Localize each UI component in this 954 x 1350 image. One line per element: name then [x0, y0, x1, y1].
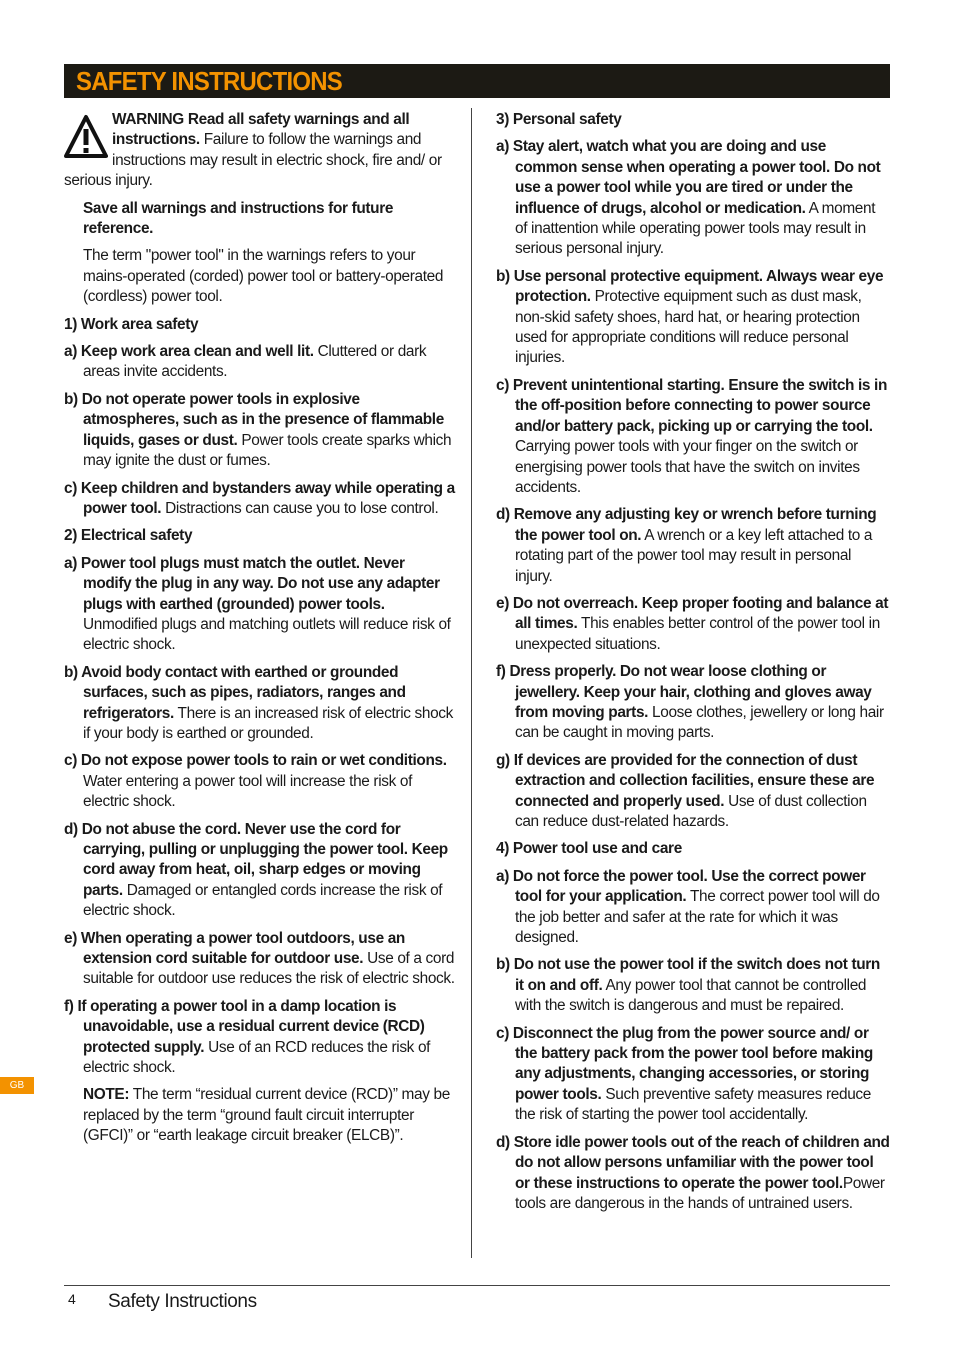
section-work-area-safety: 1) Work area safety [64, 315, 199, 333]
list-item: a) Stay alert, watch what you are doing and use common sense when operating a power tool. Do not use a power tool while you are tired or under the influence of drugs, alcohol or medication. A moment of inattention while operating power tools may result in serious personal injury. [496, 138, 881, 258]
section-personal-safety: 3) Personal safety [496, 111, 622, 128]
list-item: f) Dress properly. Do not wear loose clothing or jewellery. Keep your hair, clothing and gloves away from moving parts. Loose clothes, jewellery or long hair can be caught in moving parts. [496, 663, 884, 742]
list-item: d) Do not abuse the cord. Never use the cord for carrying, pulling or unplugging the power tool. Keep cord away from heat, oil, sharp edges or moving parts. Damaged or entangled cords increase the risk of electric shock. [64, 820, 448, 920]
list-item: a) Do not force the power tool. Use the correct power tool for your application. The correct power tool will do the job better and safer at the rate for which it was designed. [496, 867, 880, 947]
list-item: c) Disconnect the plug from the power source and/ or the battery pack from the power tool before making any adjustments, changing accessories, or storing power tools. Such preventive safety measures reduce the risk of starting the power tool accidentally. [496, 1024, 873, 1124]
section-power-tool-use: 4) Power tool use and care [496, 840, 682, 858]
list-item: c) Prevent unintentional starting. Ensure the switch is in the off-position before connecting to power source and/or battery pack, picking up or carrying the tool. Carrying power tools with your finger on the switch or energising power tools that have the switch on invites accidents. [496, 376, 888, 496]
header-bar [64, 64, 890, 98]
list-item: c) Keep children and bystanders away while operating a power tool. Distractions can cause you to lose control. [64, 479, 455, 517]
column-divider [471, 108, 472, 1258]
footer-divider [64, 1285, 890, 1286]
warning-text: Failure to follow the warnings and instructions may result in electric shock, fire and/ or serious injury. [64, 131, 442, 190]
footer-title: Safety Instructions [108, 1291, 257, 1312]
list-item: c) Do not expose power tools to rain or wet conditions. Water entering a power tool will increase the risk of electric shock. [64, 752, 447, 811]
list-item: e) Do not overreach. Keep proper footing and balance at all times. This enables better control of the power tool in unexpected situations. [496, 594, 889, 653]
page-title: SAFETY INSTRUCTIONS [76, 66, 342, 96]
left-column [64, 110, 456, 1154]
list-item: d) Store idle power tools out of the reach of children and do not allow persons unfamiliar with the power tool or these instructions to operate the power tool.Power tools are dangerous in the hands of untrained users. [496, 1133, 890, 1212]
list-item: g) If devices are provided for the connection of dust extraction and collection facilities, ensure these are connected and properly used. Use of dust collection can reduce dust-related hazards. [496, 751, 875, 830]
rcd-note: NOTE: The term “residual current device (RCD)” may be replaced by the term “ground fault circuit interrupter (GFCI)” or “earth leakage circuit breaker (ELCB)”. [83, 1086, 450, 1145]
language-tab: GB [0, 1077, 34, 1094]
page-number: 4 [68, 1291, 76, 1307]
warning-bold-text: WARNING Read all safety warnings and all instructions. [112, 111, 410, 149]
warning-triangle-icon [64, 114, 108, 160]
list-item: b) Use personal protective equipment. Always wear eye protection. Protective equipment such as dust mask, non-skid safety shoes, hard hat, or hearing protection used for appropriate conditions will reduce personal injuries. [496, 267, 884, 367]
list-item: a) Power tool plugs must match the outlet. Never modify the plug in any way. Do not use any adapter plugs with earthed (grounded) power tools. Unmodified plugs and matching outlets will reduce risk of electric shock. [64, 554, 451, 654]
warning-block [64, 110, 456, 192]
list-item: a) Keep work area clean and well lit. Cluttered or dark areas invite accidents. [64, 343, 427, 381]
list-item: b) Avoid body contact with earthed or grounded surfaces, such as pipes, radiators, ranges and refrigerators. There is an increased risk of electric shock if your body is earthed or grounded. [64, 663, 453, 742]
list-item: b) Do not operate power tools in explosive atmospheres, such as in the presence of flammable liquids, gases or dust. Power tools create sparks which may ignite the dust or fumes. [64, 390, 452, 470]
list-item: b) Do not use the power tool if the switch does not turn it on and off. Any power tool that cannot be controlled with the switch is dangerous and must be repaired. [496, 956, 880, 1015]
right-column [496, 110, 890, 1221]
save-instructions: Save all warnings and instructions for future reference. [83, 199, 394, 238]
list-item: e) When operating a power tool outdoors, use an extension cord suitable for outdoor use. Use of a cord suitable for outdoor use reduces the risk of electric shock. [64, 929, 455, 988]
list-item: d) Remove any adjusting key or wrench before turning the power tool on. A wrench or a key left attached to a rotating part of the power tool may result in personal injury. [496, 506, 877, 585]
section-electrical-safety: 2) Electrical safety [64, 527, 193, 545]
power-tool-term: The term "power tool" in the warnings refers to your mains-operated (corded) power tool or battery-operated (cordless) power tool. [83, 247, 444, 306]
list-item: f) If operating a power tool in a damp location is unavoidable, use a residual current device (RCD) protected supply. Use of an RCD reduces the risk of electric shock. [64, 997, 431, 1077]
